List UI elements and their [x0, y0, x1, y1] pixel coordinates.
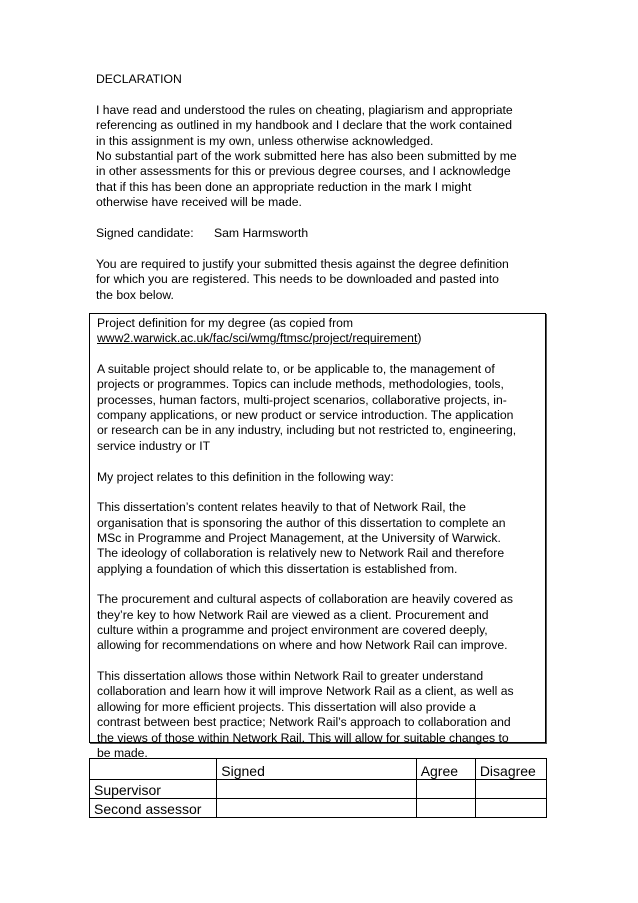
project-definition-box	[89, 313, 546, 760]
header-cell-signed: Signed	[217, 759, 416, 780]
declaration-line: otherwise have received will be made.	[96, 195, 302, 210]
declaration-heading: DECLARATION	[96, 72, 182, 86]
definition-line: A suitable project should relate to, or be applicable to, the management of	[97, 362, 495, 377]
declaration-line: in this assignment is my own, unless otherwise acknowledged.	[96, 133, 434, 148]
header-cell-blank	[90, 759, 217, 780]
paragraph-line: applying a foundation of which this dissertation is established from.	[97, 561, 458, 576]
disagree-cell[interactable]	[475, 799, 546, 818]
declaration-line: No substantial part of the work submitted here has also been submitted by me	[96, 149, 517, 164]
disagree-cell[interactable]	[475, 780, 546, 799]
signed-candidate-label: Signed candidate:	[96, 226, 194, 241]
signature-header-row	[90, 759, 547, 780]
paragraph-line: MSc in Programme and Project Management, at the University of Warwick.	[97, 530, 501, 545]
table-row	[90, 780, 547, 799]
signed-cell[interactable]	[217, 780, 416, 799]
paragraph-line: This dissertation’s content relates heavily to that of Network Rail, the	[97, 500, 466, 515]
definition-line: processes, human factors, multi-project scenarios, collaborative projects, in-	[97, 392, 507, 407]
instruction-line: You are required to justify your submitted thesis against the degree definition	[96, 256, 509, 271]
paragraph-line: The ideology of collaboration is relatively new to Network Rail and therefore	[97, 546, 505, 561]
declaration-line: I have read and understood the rules on cheating, plagiarism and appropriate	[96, 102, 513, 117]
paragraph-line: collaboration and learn how it will improve Network Rail as a client, as well as	[97, 684, 514, 699]
declaration-line: in other assessments for this or previous degree courses, and I acknowledge	[96, 164, 511, 179]
definition-line: or research can be in any industry, including but not restricted to, engineering,	[97, 423, 517, 438]
declaration-section	[96, 72, 548, 303]
role-cell: Second assessor	[90, 799, 217, 818]
paragraph-line: allowing for recommendations on where and how Network Rail can improve.	[97, 638, 508, 653]
paragraph-line: This dissertation allows those within Network Rail to greater understand	[97, 669, 484, 684]
definition-link-suffix: )	[417, 331, 422, 346]
paragraph-line: culture within a programme and project environment are covered deeply,	[97, 623, 488, 638]
relates-heading: My project relates to this definition in the following way:	[97, 469, 394, 484]
definition-link-line	[97, 331, 539, 346]
paragraph-line: allowing for more efficient projects. This dissertation will also provide a	[97, 699, 476, 714]
signature-table	[89, 758, 547, 818]
definition-link[interactable]: www2.warwick.ac.uk/fac/sci/wmg/ftmsc/project/requirement	[97, 331, 418, 346]
signed-candidate-row	[96, 226, 548, 241]
signed-cell[interactable]	[217, 799, 416, 818]
instruction-line: the box below.	[96, 287, 174, 302]
agree-cell[interactable]	[416, 780, 475, 799]
paragraph-line: be made.	[97, 745, 148, 760]
instruction-line: for which you are registered. This needs to be downloaded and pasted into	[96, 272, 499, 287]
declaration-line: that if this has been done an appropriate reduction in the mark I might	[96, 179, 472, 194]
declaration-line: referencing as outlined in my handbook and I declare that the work contained	[96, 118, 512, 133]
paragraph-line: organisation that is sponsoring the author of this dissertation to complete an	[97, 515, 506, 530]
agree-cell[interactable]	[416, 799, 475, 818]
definition-line: company applications, or new product or service introduction. The application	[97, 408, 514, 423]
definition-intro: Project definition for my degree (as copied from	[97, 316, 354, 330]
paragraph-line: The procurement and cultural aspects of collaboration are heavily covered as	[97, 592, 513, 607]
paragraph-line: they’re key to how Network Rail are viewed as a client. Procurement and	[97, 607, 489, 622]
role-cell: Supervisor	[90, 780, 217, 799]
paragraph-line: the views of those within Network Rail. This will allow for suitable changes to	[97, 730, 509, 745]
signed-candidate-name: Sam Harmsworth	[214, 226, 309, 241]
table-row	[90, 799, 547, 818]
definition-line: projects or programmes. Topics can include methods, methodologies, tools,	[97, 377, 504, 392]
header-cell-disagree: Disagree	[475, 759, 546, 780]
header-cell-agree: Agree	[416, 759, 475, 780]
definition-line: service industry or IT	[97, 438, 211, 453]
paragraph-line: contrast between best practice; Network Rail’s approach to collaboration and	[97, 715, 511, 730]
